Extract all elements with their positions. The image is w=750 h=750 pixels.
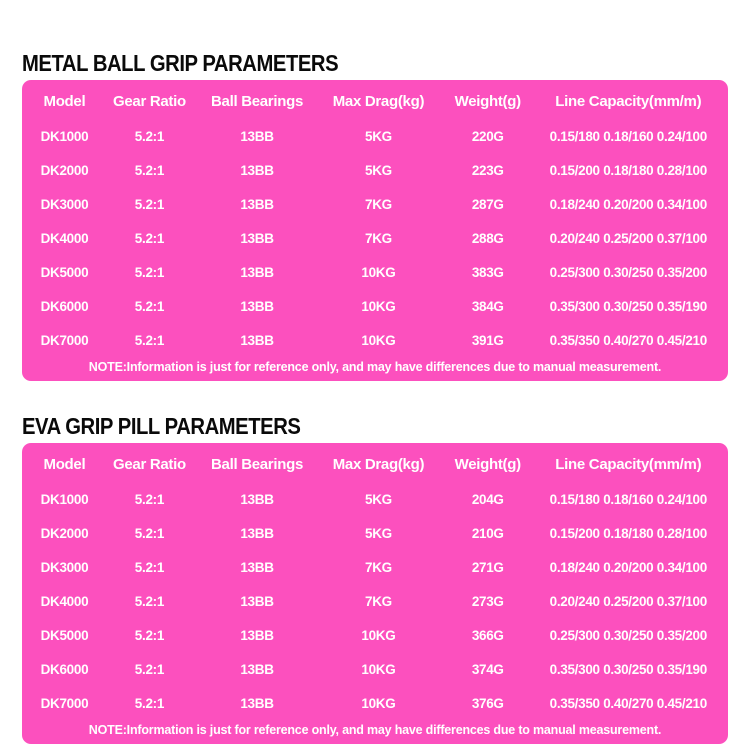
- table-row: [28, 686, 722, 720]
- column-header: Line Capacity(mm/m): [555, 92, 702, 110]
- table-cell: DK3000: [40, 196, 89, 212]
- section-metal-ball-grip: [22, 50, 728, 381]
- table-row: [28, 289, 722, 323]
- table-cell: 13BB: [240, 128, 274, 144]
- table-header-row: [28, 446, 722, 482]
- table-cell: 374G: [471, 661, 504, 677]
- table-cell: 10KG: [361, 264, 396, 280]
- table-row: [28, 482, 722, 516]
- table-cell: 271G: [471, 559, 504, 575]
- eva-grip-pill-table: [28, 446, 722, 720]
- table-row: [28, 652, 722, 686]
- table-row: [28, 221, 722, 255]
- eva-grip-pill-panel: [22, 443, 728, 744]
- table-row: [28, 119, 722, 153]
- table-cell: DK6000: [40, 661, 89, 677]
- table-cell: 13BB: [240, 525, 274, 541]
- table-cell: DK7000: [40, 332, 89, 348]
- table-cell: 5.2:1: [134, 661, 165, 677]
- table-cell: 10KG: [361, 627, 396, 643]
- table-cell: 13BB: [240, 162, 274, 178]
- table-cell: DK5000: [40, 264, 89, 280]
- table-cell: DK7000: [40, 695, 89, 711]
- table-cell: 5.2:1: [134, 627, 165, 643]
- table-cell: 13BB: [240, 332, 274, 348]
- metal-ball-grip-panel: [22, 80, 728, 381]
- table-cell: 5.2:1: [134, 332, 165, 348]
- table-cell: 5.2:1: [134, 298, 165, 314]
- metal-ball-grip-table: [28, 83, 722, 357]
- table-row: [28, 618, 722, 652]
- table-cell: 0.15/180 0.18/160 0.24/100: [549, 491, 707, 507]
- table-cell: 7KG: [365, 196, 392, 212]
- table-cell: 5.2:1: [134, 593, 165, 609]
- table-row: [28, 584, 722, 618]
- table-cell: 10KG: [361, 695, 396, 711]
- table-cell: 0.20/240 0.25/200 0.37/100: [549, 593, 707, 609]
- table-cell: 0.35/350 0.40/270 0.45/210: [549, 332, 707, 348]
- table-body: [28, 119, 722, 357]
- column-header: Weight(g): [454, 92, 521, 110]
- table-cell: 5KG: [365, 162, 392, 178]
- table-row: [28, 323, 722, 357]
- table-cell: 7KG: [365, 559, 392, 575]
- table-cell: 13BB: [240, 491, 274, 507]
- table-cell: 384G: [471, 298, 504, 314]
- column-header: Ball Bearings: [211, 92, 303, 110]
- table-cell: 5KG: [365, 525, 392, 541]
- table-cell: 0.35/350 0.40/270 0.45/210: [549, 695, 707, 711]
- table-cell: 5.2:1: [134, 264, 165, 280]
- table-cell: 10KG: [361, 332, 396, 348]
- table-cell: 5.2:1: [134, 491, 165, 507]
- table-cell: 5KG: [365, 491, 392, 507]
- column-header: Ball Bearings: [211, 455, 303, 473]
- table-cell: 5.2:1: [134, 525, 165, 541]
- table-cell: 5.2:1: [134, 128, 165, 144]
- column-header: Max Drag(kg): [332, 455, 425, 473]
- section-eva-grip-pill: [22, 413, 728, 744]
- table-cell: 0.15/200 0.18/180 0.28/100: [549, 525, 707, 541]
- table-cell: 7KG: [365, 230, 392, 246]
- table-body: [28, 482, 722, 720]
- table-cell: 5.2:1: [134, 162, 165, 178]
- table-cell: 7KG: [365, 593, 392, 609]
- table-cell: 0.15/180 0.18/160 0.24/100: [549, 128, 707, 144]
- table-cell: 10KG: [361, 661, 396, 677]
- table-cell: DK3000: [40, 559, 89, 575]
- table-cell: 13BB: [240, 196, 274, 212]
- table-cell: DK4000: [40, 593, 89, 609]
- table-cell: 13BB: [240, 230, 274, 246]
- column-header: Model: [43, 92, 86, 110]
- table-cell: 0.18/240 0.20/200 0.34/100: [549, 196, 707, 212]
- table-cell: 0.25/300 0.30/250 0.35/200: [549, 264, 707, 280]
- column-header: Gear Ratio: [113, 92, 186, 110]
- column-header: Weight(g): [454, 455, 521, 473]
- table-row: [28, 550, 722, 584]
- table-row: [28, 516, 722, 550]
- table-cell: 210G: [471, 525, 504, 541]
- table-cell: 13BB: [240, 661, 274, 677]
- table-cell: 5.2:1: [134, 695, 165, 711]
- table-cell: 376G: [471, 695, 504, 711]
- column-header: Max Drag(kg): [332, 92, 425, 110]
- table-cell: 366G: [471, 627, 504, 643]
- table-cell: 0.25/300 0.30/250 0.35/200: [549, 627, 707, 643]
- metal-ball-grip-title: METAL BALL GRIP PARAMETERS: [22, 50, 339, 76]
- table-cell: 273G: [471, 593, 504, 609]
- table-cell: 0.35/300 0.30/250 0.35/190: [549, 661, 707, 677]
- table-cell: 383G: [471, 264, 504, 280]
- column-header: Gear Ratio: [113, 455, 186, 473]
- column-header: Model: [43, 455, 86, 473]
- table-cell: DK2000: [40, 525, 89, 541]
- table-cell: 5.2:1: [134, 559, 165, 575]
- table-cell: 13BB: [240, 593, 274, 609]
- table-cell: DK1000: [40, 128, 89, 144]
- table-cell: 288G: [471, 230, 504, 246]
- table-row: [28, 153, 722, 187]
- table-cell: 223G: [471, 162, 504, 178]
- table-cell: DK4000: [40, 230, 89, 246]
- column-header: Line Capacity(mm/m): [555, 455, 702, 473]
- table-cell: 220G: [471, 128, 504, 144]
- table-cell: 0.18/240 0.20/200 0.34/100: [549, 559, 707, 575]
- table-cell: 13BB: [240, 559, 274, 575]
- table-cell: DK5000: [40, 627, 89, 643]
- table-cell: 204G: [471, 491, 504, 507]
- table-cell: 13BB: [240, 298, 274, 314]
- table-cell: 10KG: [361, 298, 396, 314]
- table-cell: 0.35/300 0.30/250 0.35/190: [549, 298, 707, 314]
- eva-grip-pill-note: NOTE:Information is just for reference only, and may have differences due to manual measurement.: [88, 723, 662, 737]
- metal-ball-grip-note: NOTE:Information is just for reference only, and may have differences due to manual measurement.: [88, 360, 662, 374]
- table-cell: DK2000: [40, 162, 89, 178]
- table-cell: 5.2:1: [134, 196, 165, 212]
- table-cell: 13BB: [240, 264, 274, 280]
- table-cell: 13BB: [240, 695, 274, 711]
- table-cell: DK6000: [40, 298, 89, 314]
- table-row: [28, 187, 722, 221]
- table-cell: 13BB: [240, 627, 274, 643]
- eva-grip-pill-title: EVA GRIP PILL PARAMETERS: [22, 413, 301, 439]
- table-cell: DK1000: [40, 491, 89, 507]
- table-cell: 5.2:1: [134, 230, 165, 246]
- table-cell: 287G: [471, 196, 504, 212]
- table-header-row: [28, 83, 722, 119]
- table-cell: 5KG: [365, 128, 392, 144]
- table-cell: 391G: [471, 332, 504, 348]
- table-cell: 0.20/240 0.25/200 0.37/100: [549, 230, 707, 246]
- table-row: [28, 255, 722, 289]
- table-cell: 0.15/200 0.18/180 0.28/100: [549, 162, 707, 178]
